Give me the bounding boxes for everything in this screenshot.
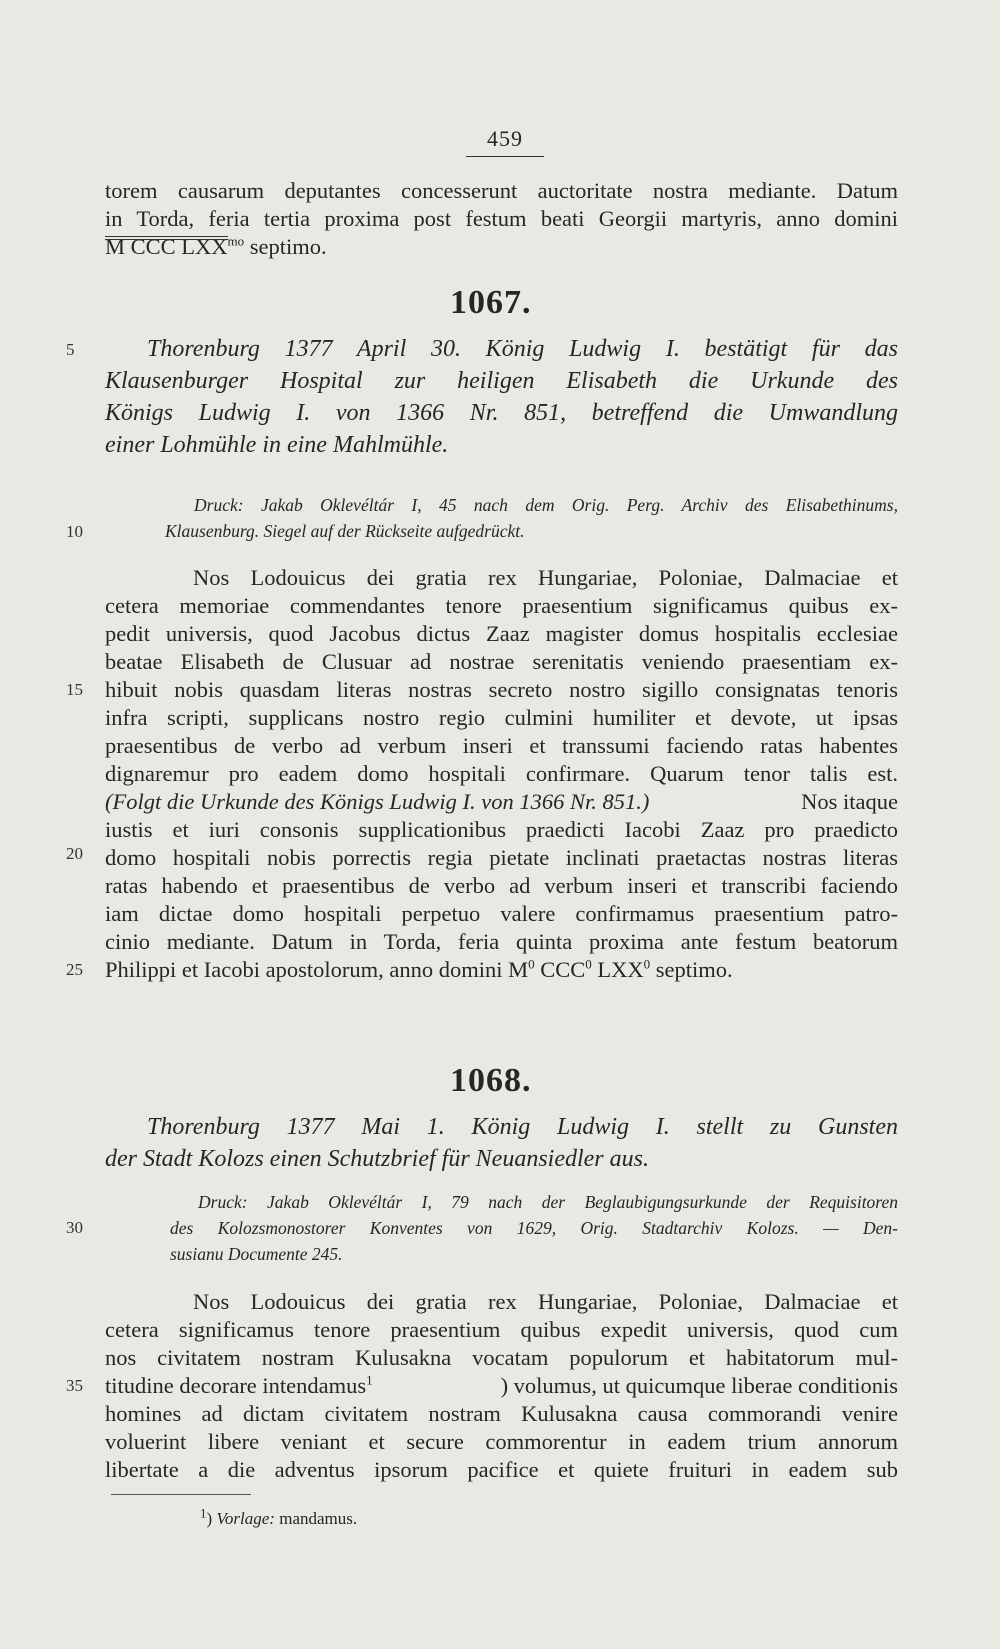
text-line: domo hospitali nobis porrectis regia pietate inclinati praetactas nostras literas: [105, 845, 898, 870]
text-line: Nos Lodouicus dei gratia rex Hungariae, Poloniae, Dalmaciae et: [193, 565, 898, 590]
text-line: pedit universis, quod Jacobus dictus Zaaz magister domus hospitalis ecclesiae: [105, 621, 898, 646]
text-line: cinio mediante. Datum in Torda, feria quinta proxima ante festum beatorum: [105, 929, 898, 954]
text-line: homines ad dictam civitatem nostram Kulusakna causa commorandi venire: [105, 1401, 898, 1426]
print-source-line: Klausenburg. Siegel auf der Rückseite aufgedrückt.: [165, 521, 525, 541]
regest-title-line: Thorenburg 1377 Mai 1. König Ludwig I. stellt zu Gunsten: [147, 1114, 898, 1140]
print-source-line: Druck: Jakab Oklevéltár I, 45 nach dem Orig. Perg. Archiv des Elisabethinums,: [194, 495, 898, 515]
regest-title-line: Thorenburg 1377 April 30. König Ludwig I. bestätigt für das: [147, 336, 898, 362]
text-line: (Folgt die Urkunde des Königs Ludwig I. von 1366 Nr. 851.) Nos itaque: [105, 789, 898, 814]
text-line: torem causarum deputantes concesserunt auctoritate nostra mediante. Datum: [105, 178, 898, 203]
regest-title-line: Königs Ludwig I. von 1366 Nr. 851, betreffend die Umwandlung: [105, 400, 898, 426]
line-number: 25: [66, 960, 83, 979]
print-source-line: Druck: Jakab Oklevéltár I, 79 nach der Beglaubigungsurkunde der Requisitoren: [198, 1192, 898, 1212]
text-line: voluerint libere veniant et secure commorentur in eadem trium annorum: [105, 1429, 898, 1454]
text-line: hibuit nobis quasdam literas nostras secreto nostro sigillo consignatas tenoris: [105, 677, 898, 702]
text-line: Philippi et Iacobi apostolorum, anno domini $M^0$ CCC$^0$ LXX$^0$ septimo.: [105, 956, 733, 982]
line-number: 35: [66, 1376, 83, 1395]
text-line: in Torda, feria tertia proxima post festum beati Georgii martyris, anno domini: [105, 206, 898, 231]
text-line: Nos Lodouicus dei gratia rex Hungariae, Poloniae, Dalmaciae et: [193, 1289, 898, 1314]
line-number: 15: [66, 680, 83, 699]
regest-title-line: einer Lohmühle in eine Mahlmühle.: [105, 432, 449, 458]
document-number-1068: 1068.: [450, 1062, 532, 1099]
footnote: $^1$) Vorlage: mandamus.: [200, 1505, 358, 1528]
text-line: iam dictae domo hospitali perpetuo valere confirmamus praesentium patro-: [105, 901, 898, 926]
print-source-line: susianu Documente 245.: [170, 1244, 343, 1264]
insert-note: (Folgt die Urkunde des Königs Ludwig I. von 1366 Nr. 851.): [105, 789, 650, 814]
text-line: beatae Elisabeth de Clusuar ad nostrae serenitatis veniendo praesentiam ex-: [105, 649, 898, 674]
text-line: praesentibus de verbo ad verbum inseri et transsumi faciendo ratas habentes: [105, 733, 898, 758]
line-number: 30: [66, 1218, 83, 1237]
regest-title-line: Klausenburger Hospital zur heiligen Elisabeth die Urkunde des: [105, 368, 898, 394]
text-line: M CCC $LXX^{mo}$ septimo.: [105, 233, 327, 259]
abbreviated-numeral: M CCC LXX: [105, 234, 228, 259]
document-number-1067: 1067.: [450, 284, 532, 321]
text-line: iustis et iuri consonis supplicationibus praedicti Iacobi Zaaz pro praedicto: [105, 817, 898, 842]
line-number: 20: [66, 844, 83, 863]
text-line: cetera significamus tenore praesentium quibus expedit universis, quod cum: [105, 1317, 898, 1342]
text-line: dignaremur pro eadem domo hospitali confirmare. Quarum tenor talis est.: [105, 761, 898, 786]
page-number: 459: [487, 126, 523, 151]
footnote-rule: [111, 1494, 251, 1495]
text-line: cetera memoriae commendantes tenore praesentium significamus quibus ex-: [105, 593, 898, 618]
text-line: ratas habendo et praesentibus de verbo ad verbum inseri et transcribi faciendo: [105, 873, 898, 898]
page-number-rule: [466, 156, 544, 157]
line-number: 10: [66, 522, 83, 541]
footnote-marker: 1: [366, 1372, 373, 1388]
text-line: libertate a die adventus ipsorum pacifice et quiete fruituri in eadem sub: [105, 1457, 898, 1482]
line-number: 5: [66, 340, 75, 359]
text-line: nos civitatem nostram Kulusakna vocatam populorum et habitatorum mul-: [105, 1345, 898, 1370]
text-line: infra scripti, supplicans nostro regio culmini humiliter et devote, ut ipsas: [105, 705, 898, 730]
print-source-line: des Kolozsmonostorer Konventes von 1629, Orig. Stadtarchiv Kolozs. — Den-: [170, 1218, 898, 1238]
text-line: titudine decorare intendamus$^1$ ) volumus, ut quicumque liberae conditionis: [105, 1372, 898, 1398]
regest-title-line: der Stadt Kolozs einen Schutzbrief für Neuansiedler aus.: [105, 1146, 649, 1172]
